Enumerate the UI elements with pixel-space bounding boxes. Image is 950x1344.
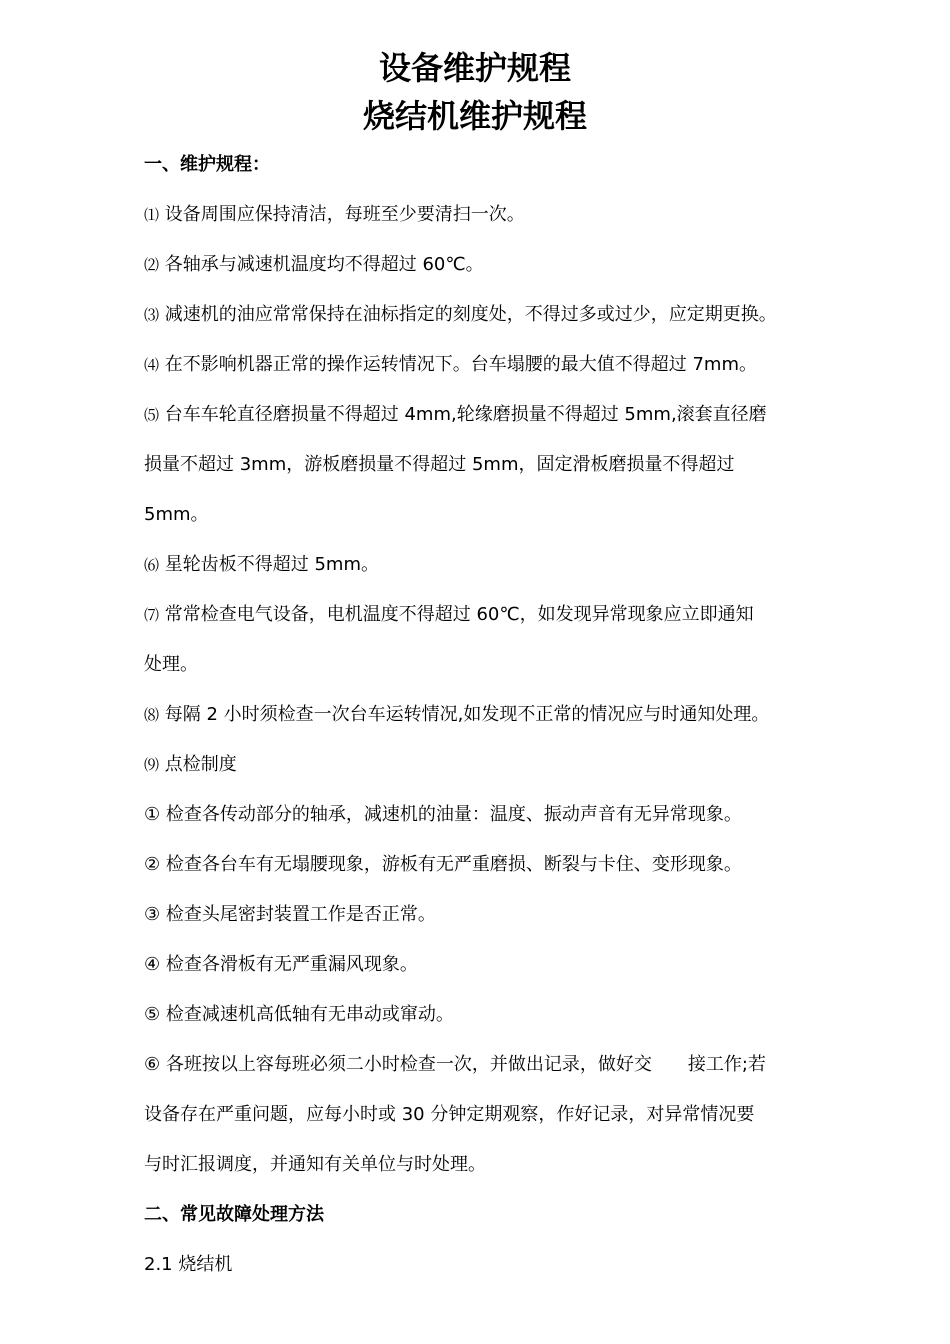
item-2-text: 各轴承与减速机温度均不得超过 60℃。 (159, 254, 484, 275)
check-6-continuation-2: 与时汇报调度，并通知有关单位与时处理。 (144, 1154, 486, 1175)
item-7-text: 常常检查电气设备，电机温度不得超过 60℃，如发现异常现象应立即通知 (159, 604, 754, 625)
item-6 (144, 540, 834, 590)
check-1: ① 检查各传动部分的轴承，减速机的油量：温度、振动声音有无异常现象。 (144, 804, 742, 825)
item-5-continuation-1: 损量不超过 3mm，游板磨损量不得超过 5mm，固定滑板磨损量不得超过 (144, 454, 735, 475)
item-2-number: ⑵ (144, 256, 160, 274)
check-2: ② 检查各台车有无塌腰现象，游板有无严重磨损、断裂与卡住、变形现象。 (144, 854, 742, 875)
item-5 (144, 390, 834, 440)
document-subtitle: 烧结机维护规程 (362, 97, 587, 135)
item-5-continuation-2: 5mm。 (144, 504, 209, 525)
document-body (144, 140, 834, 1290)
section1-heading: 一、维护规程： (144, 154, 270, 175)
item-7-number: ⑺ (144, 606, 160, 624)
item-3 (144, 290, 834, 340)
item-8-number: ⑻ (144, 706, 160, 724)
item-2 (144, 240, 834, 290)
item-3-number: ⑶ (144, 306, 160, 324)
check-3: ③ 检查头尾密封装置工作是否正常。 (144, 904, 436, 925)
item-9-number: ⑼ (144, 756, 160, 774)
item-7 (144, 590, 834, 640)
item-6-number: ⑹ (144, 556, 160, 574)
item-6-text: 星轮齿板不得超过 5mm。 (159, 554, 379, 575)
check-6-continuation-1: 设备存在严重问题，应每小时或 30 分钟定期观察，作好记录，对异常情况要 (144, 1104, 755, 1125)
item-8 (144, 690, 834, 740)
item-3-text: 减速机的油应常常保持在油标指定的刻度处，不得过多或过少，应定期更换。 (159, 304, 777, 325)
check-6 (144, 1040, 834, 1090)
item-1-number: ⑴ (144, 206, 160, 224)
item-5-number: ⑸ (144, 406, 160, 424)
section2-heading: 二、常见故障处理方法 (144, 1204, 324, 1225)
item-5-text: 台车车轮直径磨损量不得超过 4mm,轮缘磨损量不得超过 5mm,滚套直径磨 (159, 404, 767, 425)
item-1-text: 设备周围应保持清洁，每班至少要清扫一次。 (159, 204, 525, 225)
item-8-text: 每隔 2 小时须检查一次台车运转情况,如发现不正常的情况应与时通知处理。 (159, 704, 770, 725)
section2-subheading: 2.1 烧结机 (144, 1254, 233, 1275)
check-4: ④ 检查各滑板有无严重漏风现象。 (144, 954, 418, 975)
item-7-continuation-1: 处理。 (144, 654, 198, 675)
check-6-text-b: 接工作;若 (687, 1054, 766, 1075)
check-5: ⑤ 检查减速机高低轴有无串动或窜动。 (144, 1004, 454, 1025)
title-block (0, 44, 950, 140)
item-4-text: 在不影响机器正常的操作运转情况下。台车塌腰的最大值不得超过 7mm。 (159, 354, 757, 375)
item-9 (144, 740, 834, 790)
item-4 (144, 340, 834, 390)
check-6-text-a: ⑥ 各班按以上容每班必须二小时检查一次，并做出记录，做好交 (144, 1054, 652, 1075)
item-1 (144, 190, 834, 240)
item-9-text: 点检制度 (159, 754, 237, 775)
document-title: 设备维护规程 (378, 49, 571, 87)
item-4-number: ⑷ (144, 356, 160, 374)
